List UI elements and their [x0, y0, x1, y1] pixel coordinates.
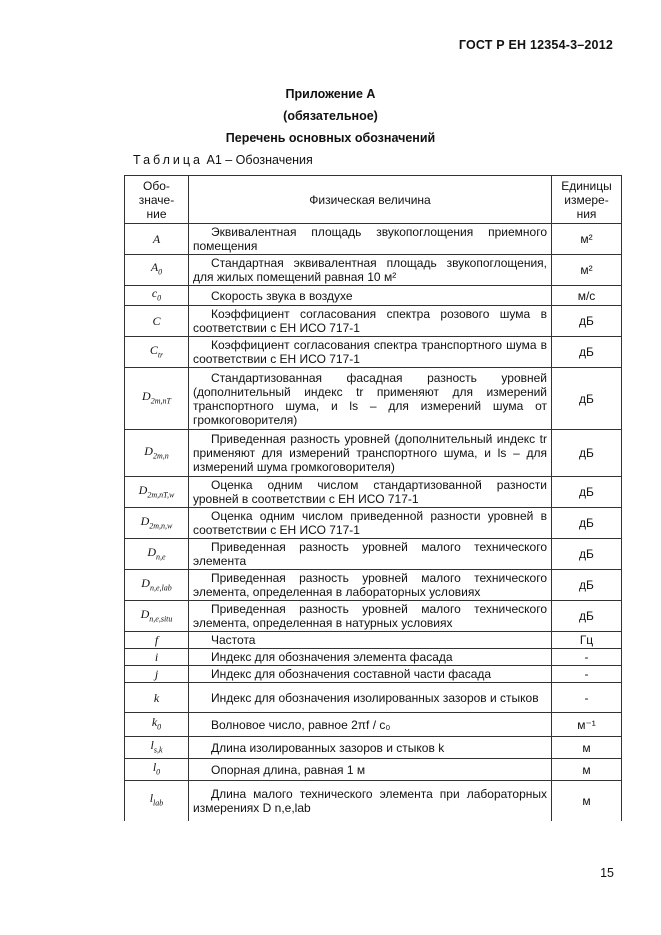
symbol-subscript: 2m,nT	[150, 396, 171, 406]
unit-cell: дБ	[552, 539, 622, 570]
table-row	[125, 539, 622, 570]
quantity-description: Оценка одним числом стандартизованной разности уровней в соответствии с ЕН ИСО 717-1	[189, 477, 552, 508]
symbol-main: l	[149, 791, 154, 806]
quantity-description: Частота	[189, 632, 552, 649]
quantity-description: Эквивалентная площадь звукопоглощения приемного помещения	[189, 224, 552, 255]
quantity-description: Приведенная разность уровней малого технического элемента	[189, 539, 552, 570]
table-caption-text: А1 – Обозначения	[206, 153, 313, 167]
table-row	[125, 368, 622, 430]
annex-status: (обязательное)	[283, 109, 378, 123]
unit-cell: дБ	[552, 368, 622, 430]
symbol-subscript: tr	[157, 350, 164, 360]
symbol-cell	[125, 508, 189, 539]
symbol-cell	[125, 306, 189, 337]
table-row	[125, 781, 622, 821]
unit-cell: дБ	[552, 570, 622, 601]
table-row	[125, 255, 622, 286]
table-row	[125, 430, 622, 477]
unit-cell: дБ	[552, 337, 622, 368]
table-row	[125, 306, 622, 337]
unit-cell: м²	[552, 255, 622, 286]
table-row	[125, 601, 622, 632]
symbol-subscript: n,e	[156, 552, 166, 562]
symbol-subscript: 2m,nT,w	[147, 490, 175, 500]
table-header-row	[125, 176, 622, 224]
unit-cell: дБ	[552, 601, 622, 632]
symbol-subscript: s,k	[153, 745, 163, 755]
symbol-cell	[125, 224, 189, 255]
quantity-description: Индекс для обозначения элемента фасада	[189, 649, 552, 666]
unit-cell: м	[552, 781, 622, 821]
unit-cell: м	[552, 759, 622, 781]
symbol-cell	[125, 368, 189, 430]
table-row	[125, 737, 622, 759]
table-row	[125, 477, 622, 508]
unit-cell: дБ	[552, 508, 622, 539]
symbol-main: j	[154, 667, 159, 682]
table-row	[125, 649, 622, 666]
annex-title: Приложение А	[285, 87, 376, 101]
quantity-description: Приведенная разность уровней малого технического элемента, определенная в натурных условиях	[189, 601, 552, 632]
symbol-main: A	[152, 232, 161, 246]
quantity-description: Стандартная эквивалентная площадь звукопоглощения, для жилых помещений равная 10 м²	[189, 255, 552, 286]
symbol-cell	[125, 539, 189, 570]
symbol-subscript: 0	[157, 293, 162, 303]
symbol-cell	[125, 255, 189, 286]
column-header-quantity: Физическая величина	[189, 176, 552, 224]
unit-cell: м⁻¹	[552, 713, 622, 737]
symbol-main: f	[154, 633, 159, 648]
unit-cell: м/с	[552, 286, 622, 306]
symbol-cell	[125, 632, 189, 649]
symbol-subscript: lab	[153, 798, 164, 808]
symbol-main: D	[140, 513, 150, 528]
symbol-main: k	[151, 715, 158, 730]
symbol-main: A	[150, 260, 159, 275]
symbol-cell	[125, 649, 189, 666]
standard-designation: ГОСТ Р ЕН 12354-3–2012	[458, 38, 613, 52]
table-row	[125, 713, 622, 737]
symbol-main: i	[154, 650, 159, 665]
symbol-main: C	[152, 314, 161, 329]
symbol-cell	[125, 683, 189, 713]
symbol-cell	[125, 570, 189, 601]
symbol-cell	[125, 286, 189, 306]
table-row	[125, 337, 622, 368]
symbol-cell	[125, 601, 189, 632]
symbol-cell	[125, 666, 189, 683]
quantity-description: Индекс для обозначения изолированных зазоров и стыков	[189, 683, 552, 713]
quantity-description: Приведенная разность уровней малого технического элемента, определенная в лабораторных условиях	[189, 570, 552, 601]
page-number: 15	[600, 866, 614, 880]
symbol-cell	[125, 781, 189, 821]
quantity-description: Стандартизованная фасадная разность уровней (дополнительный индекс tr применяют для измерений транспортного шума, и ls – для измерений шума от громкоговорителя)	[189, 368, 552, 430]
unit-cell: дБ	[552, 430, 622, 477]
column-header-symbol: Обо- значе- ние	[125, 176, 189, 224]
unit-cell: м²	[552, 224, 622, 255]
quantity-description: Длина изолированных зазоров и стыков k	[189, 737, 552, 759]
table-row	[125, 286, 622, 306]
symbol-subscript: 0	[157, 722, 162, 732]
annex-heading: Перечень основных обозначений	[225, 131, 436, 145]
symbol-main: C	[149, 342, 158, 357]
symbol-subscript: 0	[158, 267, 163, 277]
symbol-main: l	[152, 760, 157, 775]
symbol-main: D	[141, 575, 150, 590]
symbol-subscript: n,e,lab	[149, 583, 172, 593]
symbol-subscript: 2m,n,w	[149, 521, 173, 531]
quantity-description: Индекс для обозначения составной части фасада	[189, 666, 552, 683]
unit-cell: -	[552, 683, 622, 713]
quantity-description: Коэффициент согласования спектра транспортного шума в соответствии с ЕН ИСО 717-1	[189, 337, 552, 368]
unit-cell: -	[552, 666, 622, 683]
quantity-description: Коэффициент согласования спектра розового шума в соответствии с ЕН ИСО 717-1	[189, 306, 552, 337]
unit-cell: Гц	[552, 632, 622, 649]
quantity-description: Опорная длина, равная 1 м	[189, 759, 552, 781]
symbol-main: l	[150, 738, 154, 753]
quantity-description: Волновое число, равное 2πf / c₀	[189, 713, 552, 737]
symbol-main: D	[140, 606, 150, 621]
unit-cell: м	[552, 737, 622, 759]
quantity-description: Длина малого технического элемента при лабораторных измерениях D n,e,lab	[189, 781, 552, 821]
table-row	[125, 683, 622, 713]
unit-cell: дБ	[552, 477, 622, 508]
unit-cell: -	[552, 649, 622, 666]
symbol-main: D	[147, 544, 157, 559]
symbol-cell	[125, 759, 189, 781]
symbol-main: D	[144, 443, 153, 458]
symbol-cell	[125, 713, 189, 737]
table-row	[125, 759, 622, 781]
symbol-subscript: n,e,situ	[149, 614, 173, 624]
table-caption	[133, 153, 313, 167]
table-row	[125, 666, 622, 683]
table-caption-label: Таблица	[133, 153, 204, 167]
table-row	[125, 632, 622, 649]
quantity-description: Скорость звука в воздухе	[189, 286, 552, 306]
symbol-main: D	[142, 389, 151, 404]
symbols-table	[124, 175, 622, 821]
unit-cell: дБ	[552, 306, 622, 337]
symbol-main: D	[138, 482, 148, 497]
symbol-subscript: 0	[156, 767, 161, 777]
symbol-subscript: 2m,n	[152, 451, 169, 461]
table-row	[125, 224, 622, 255]
quantity-description: Приведенная разность уровней (дополнительный индекс tr применяют для измерений транспортного шума, и ls – для измерений шума громкоговорителя)	[189, 430, 552, 477]
symbol-cell	[125, 430, 189, 477]
symbol-cell	[125, 737, 189, 759]
quantity-description: Оценка одним числом приведенной разности уровней в соответствии с ЕН ИСО 717-1	[189, 508, 552, 539]
symbol-main: c	[151, 286, 158, 300]
column-header-unit: Единицы измере- ния	[552, 176, 622, 224]
symbol-cell	[125, 477, 189, 508]
symbol-cell	[125, 337, 189, 368]
symbol-main: k	[153, 690, 160, 705]
table-row	[125, 508, 622, 539]
table-row	[125, 570, 622, 601]
